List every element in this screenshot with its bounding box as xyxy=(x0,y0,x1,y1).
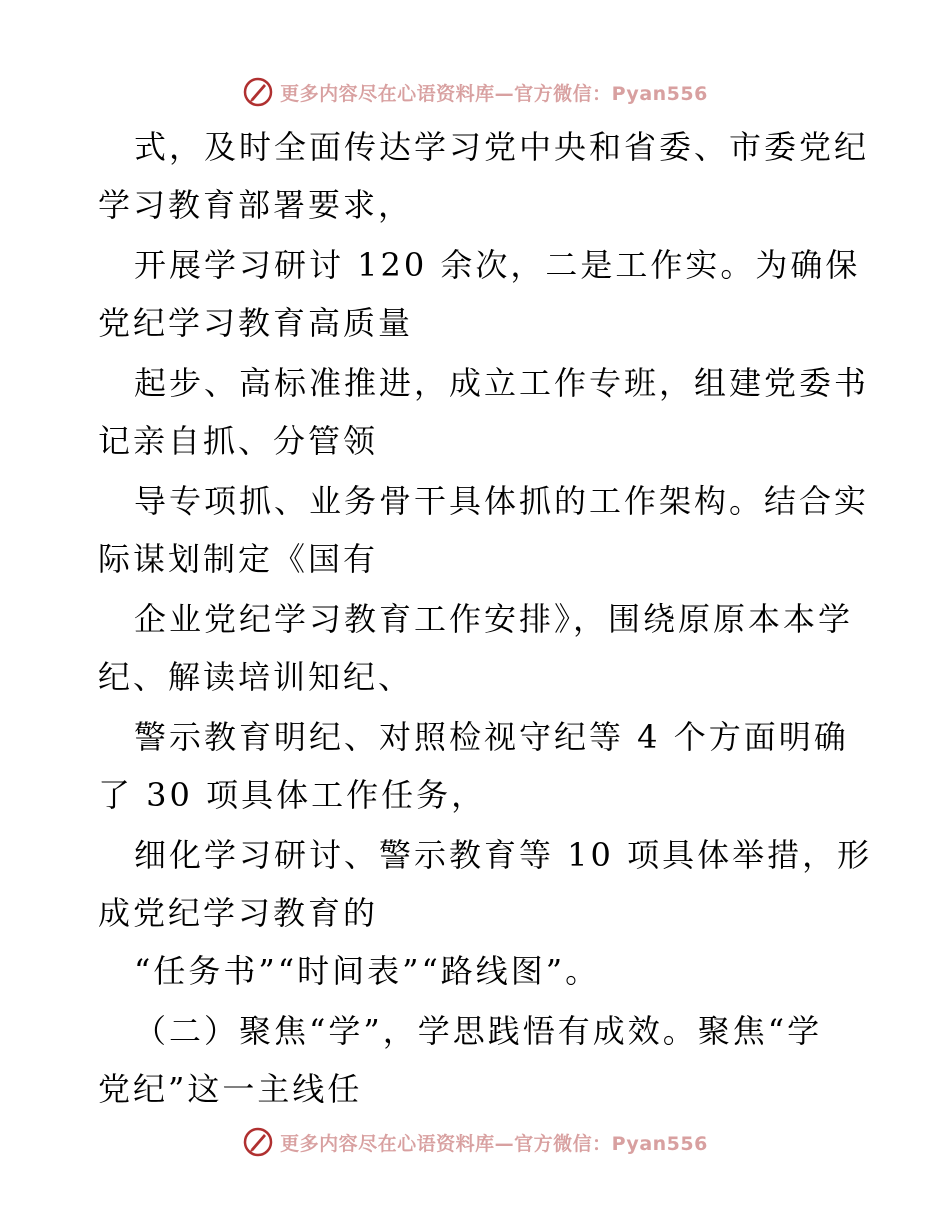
quill-pen-circle-icon xyxy=(242,1126,274,1158)
text-line: 党纪学习教育高质量 xyxy=(98,304,414,342)
text-line: （二）聚焦“学”，学思践悟有成效。聚焦“学 xyxy=(134,1012,823,1050)
text-line: 企业党纪学习教育工作安排》，围绕原原本本学 xyxy=(134,600,854,638)
text-line: 警示教育明纪、对照检视守纪等 4 个方面明确 xyxy=(134,718,849,756)
text-line: 式，及时全面传达学习党中央和省委、市委党纪 xyxy=(134,128,870,166)
text-line: 记亲自抓、分管领 xyxy=(98,422,379,460)
watermark-text: 更多内容尽在心语资料库—官方微信：Pyan556 xyxy=(280,82,708,105)
text-line: 起步、高标准推进，成立工作专班，组建党委书 xyxy=(134,364,870,402)
quill-pen-circle-icon xyxy=(242,76,274,108)
text-line: 成党纪学习教育的 xyxy=(98,894,379,932)
text-line: “任务书”“时间表”“路线图”。 xyxy=(134,952,601,990)
footer-watermark xyxy=(0,1122,950,1162)
header-watermark xyxy=(0,72,950,112)
text-line: 学习教育部署要求， xyxy=(98,186,414,224)
text-line: 导专项抓、业务骨干具体抓的工作架构。结合实 xyxy=(134,482,870,520)
watermark-text: 更多内容尽在心语资料库—官方微信：Pyan556 xyxy=(280,1132,708,1155)
text-line: 际谋划制定《国有 xyxy=(98,540,379,578)
text-line: 纪、解读培训知纪、 xyxy=(98,658,414,696)
text-line: 党纪”这一主线任 xyxy=(98,1070,363,1108)
text-line: 细化学习研讨、警示教育等 10 项具体举措，形 xyxy=(134,836,873,874)
text-line: 了 30 项具体工作任务， xyxy=(98,776,487,814)
text-line: 开展学习研讨 120 余次，二是工作实。为确保 xyxy=(134,246,861,284)
